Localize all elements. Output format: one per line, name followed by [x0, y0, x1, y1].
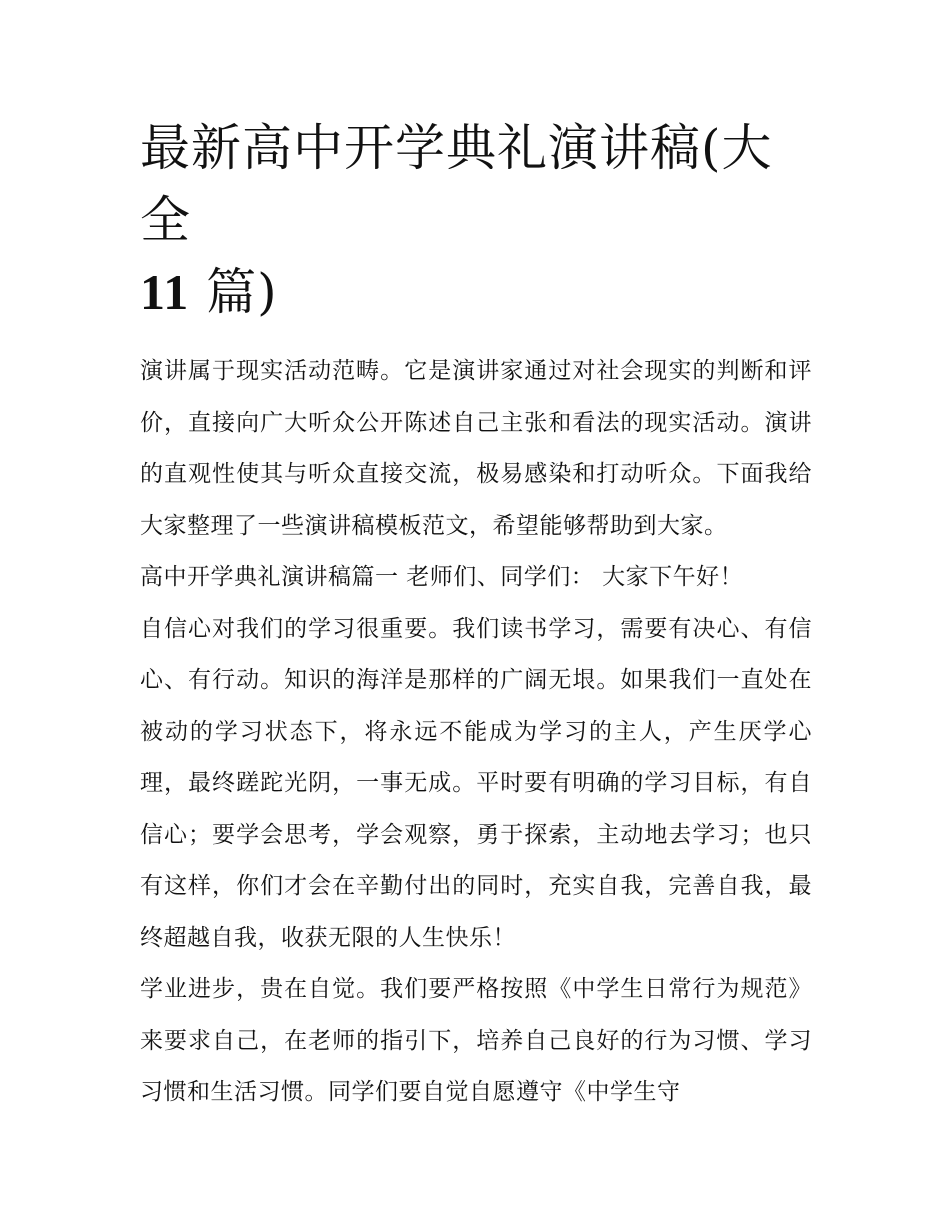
document-content — [140, 112, 812, 1119]
document-title — [140, 112, 812, 328]
body-paragraph: 自信心对我们的学习很重要。我们读书学习，需要有决心、有信心、有行动。知识的海洋是那样的广阔无垠。如果我们一直处在被动的学习状态下，将永远不能成为学习的主人，产生厌学心理，最终蹉跎光阴，一事无成。平时要有明确的学习目标，有自信心；要学会思考，学会观察，勇于探索，主动地去学习；也只有这样，你们才会在辛勤付出的同时，充实自我，完善自我，最终超越自我，收获无限的人生快乐！ — [140, 615, 812, 951]
speech-heading-line: 高中开学典礼演讲稿篇一 老师们、同学们： 大家下午好！ — [140, 564, 744, 590]
body-paragraph: 学业进步，贵在自觉。我们要严格按照《中学生日常行为规范》来要求自己，在老师的指引下，培养自己良好的行为习惯、学习习惯和生活习惯。同学们要自觉自愿遵守《中学生守 — [140, 976, 812, 1105]
title-number: 11 — [140, 264, 190, 320]
intro-paragraph: 演讲属于现实活动范畴。它是演讲家通过对社会现实的判断和评价，直接向广大听众公开陈述自己主张和看法的现实活动。演讲的直观性使其与听众直接交流，极易感染和打动听众。下面我给大家整理了一些演讲稿模板范文，希望能够帮助到大家。 — [140, 358, 812, 539]
document-body — [140, 346, 812, 1119]
title-tail: 篇) — [206, 263, 278, 321]
title-main: 最新高中开学典礼演讲稿(大全 — [140, 119, 773, 249]
